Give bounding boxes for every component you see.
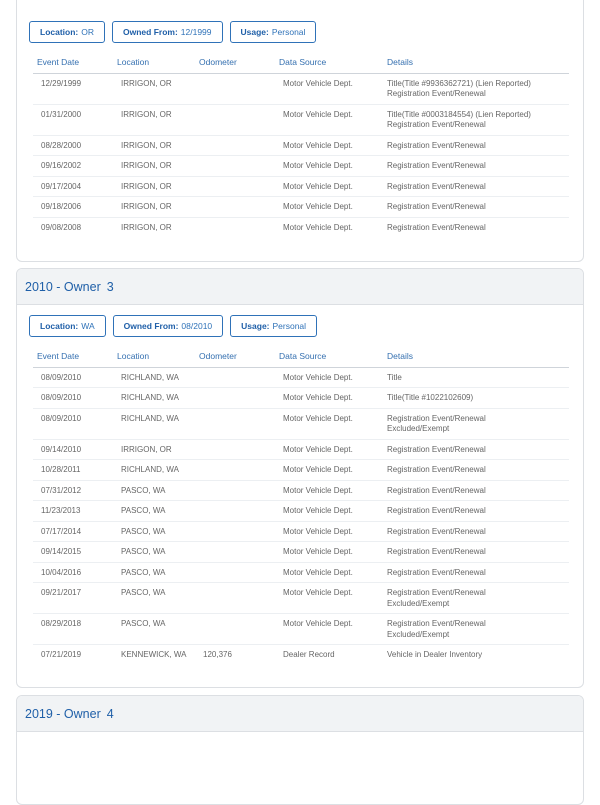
location-cell: RICHLAND, WA — [113, 408, 195, 439]
details-line: Registration Event/Renewal — [387, 120, 486, 129]
odometer-cell — [195, 614, 275, 645]
summary-pill — [29, 315, 106, 337]
data-source-cell: Motor Vehicle Dept. — [275, 388, 383, 409]
odometer-cell — [195, 562, 275, 583]
event-date-cell: 08/28/2000 — [33, 135, 113, 156]
event-date-cell: 08/09/2010 — [33, 388, 113, 409]
location-cell: PASCO, WA — [113, 521, 195, 542]
details-cell — [383, 367, 569, 388]
owner-section-2019 — [16, 695, 584, 805]
location-cell: PASCO, WA — [113, 583, 195, 614]
data-source-cell: Dealer Record — [283, 650, 335, 659]
event-date-cell: 10/04/2016 — [33, 562, 113, 583]
details-cell — [383, 104, 569, 135]
event-date-cell: 09/21/2017 — [33, 583, 113, 614]
event-date-cell: 09/17/2004 — [33, 176, 113, 197]
odometer-cell — [195, 135, 275, 156]
event-date-cell: 10/28/2011 — [33, 460, 113, 481]
table-header-row — [33, 345, 569, 367]
table-row — [33, 388, 569, 409]
odometer-cell — [195, 521, 275, 542]
odometer-cell — [195, 583, 275, 614]
details-cell — [383, 460, 569, 481]
location-cell: PASCO, WA — [113, 501, 195, 522]
location-cell: PASCO, WA — [113, 562, 195, 583]
data-source-cell: Motor Vehicle Dept. — [275, 583, 383, 614]
summary-pill — [112, 21, 223, 43]
location-cell: PASCO, WA — [113, 614, 195, 645]
table-row — [33, 73, 569, 104]
odometer-cell — [195, 480, 275, 501]
summary-pill — [29, 21, 105, 43]
event-date-cell: 12/29/1999 — [33, 73, 113, 104]
column-header: Data Source — [275, 345, 383, 367]
odometer-cell — [195, 176, 275, 197]
column-header: Location — [113, 51, 195, 73]
table-row — [33, 542, 569, 563]
details-cell — [383, 135, 569, 156]
details-cell — [383, 645, 569, 665]
table-row — [33, 614, 569, 645]
details-line: Registration Event/Renewal — [387, 444, 486, 454]
column-header: Odometer — [195, 345, 275, 367]
owner-section-oregon — [16, 0, 584, 262]
data-source-cell: Motor Vehicle Dept. — [275, 480, 383, 501]
details-line: Registration Event/Renewal — [387, 181, 486, 191]
details-line: Registration Event/Renewal — [387, 526, 486, 536]
event-date-cell: 08/09/2010 — [33, 367, 113, 388]
location-cell: IRRIGON, OR — [121, 222, 172, 232]
location-cell: IRRIGON, OR — [113, 176, 195, 197]
odometer-cell — [195, 439, 275, 460]
pill-value: OR — [81, 27, 94, 37]
data-source-cell: Motor Vehicle Dept. — [275, 460, 383, 481]
details-line: Registration Event/Renewal — [387, 465, 486, 474]
pill-value: Personal — [271, 27, 306, 37]
owner-header[interactable] — [17, 269, 583, 305]
odometer-cell — [195, 367, 275, 388]
table-row — [33, 367, 569, 388]
table-header-row — [33, 51, 569, 73]
table-row — [33, 197, 569, 218]
owner-title: 2019 - Owner — [25, 706, 101, 721]
column-header: Event Date — [33, 51, 113, 73]
details-line: Registration Event/Renewal — [387, 547, 486, 556]
event-date-cell: 09/08/2008 — [41, 222, 82, 232]
table-row — [33, 460, 569, 481]
data-source-cell: Motor Vehicle Dept. — [275, 156, 383, 177]
details-cell — [383, 521, 569, 542]
location-cell: IRRIGON, OR — [113, 104, 195, 135]
details-cell — [383, 197, 569, 218]
data-source-cell: Motor Vehicle Dept. — [275, 562, 383, 583]
table-row — [33, 521, 569, 542]
location-cell: PASCO, WA — [113, 542, 195, 563]
details-cell — [383, 542, 569, 563]
data-source-cell: Motor Vehicle Dept. — [275, 501, 383, 522]
odometer-cell — [195, 73, 275, 104]
pill-value: WA — [81, 321, 95, 331]
pill-label: Usage: — [240, 27, 269, 37]
data-source-cell: Motor Vehicle Dept. — [275, 73, 383, 104]
odometer-cell — [195, 217, 275, 237]
odometer-cell: 120,376 — [203, 650, 232, 659]
details-line: Registration Event/Renewal — [387, 89, 486, 98]
details-line: Title(Title #1022102609) — [387, 393, 474, 402]
details-cell — [383, 562, 569, 583]
details-cell — [383, 73, 569, 104]
odometer-cell — [195, 104, 275, 135]
pill-label: Location: — [40, 27, 79, 37]
details-cell — [383, 480, 569, 501]
data-source-cell: Motor Vehicle Dept. — [283, 222, 353, 232]
summary-pill — [230, 315, 317, 337]
details-line: Registration Event/Renewal — [387, 413, 486, 423]
table-row — [33, 217, 569, 237]
event-date-cell: 09/14/2010 — [33, 439, 113, 460]
details-line: Title(Title #9936362721) (Lien Reported) — [387, 78, 531, 88]
event-date-cell: 07/17/2014 — [33, 521, 113, 542]
details-cell — [383, 217, 569, 237]
details-line: Registration Event/Renewal — [387, 222, 486, 232]
details-cell — [383, 501, 569, 522]
pill-label: Owned From: — [123, 27, 178, 37]
data-source-cell: Motor Vehicle Dept. — [275, 197, 383, 218]
event-date-cell: 01/31/2000 — [33, 104, 113, 135]
pill-value: Personal — [272, 321, 307, 331]
table-row — [33, 501, 569, 522]
location-cell: RICHLAND, WA — [113, 460, 195, 481]
table-row — [33, 583, 569, 614]
history-table — [33, 345, 569, 665]
details-line: Registration Event/Renewal — [387, 202, 486, 211]
location-cell: IRRIGON, OR — [113, 156, 195, 177]
data-source-cell: Motor Vehicle Dept. — [275, 176, 383, 197]
pill-label: Usage: — [241, 321, 270, 331]
table-row — [33, 135, 569, 156]
location-cell: IRRIGON, OR — [113, 439, 195, 460]
column-header: Event Date — [33, 345, 113, 367]
details-cell — [383, 156, 569, 177]
table-row — [33, 439, 569, 460]
location-cell: PASCO, WA — [113, 480, 195, 501]
odometer-cell — [195, 156, 275, 177]
details-line: Registration Event/Renewal — [387, 140, 486, 150]
table-row — [33, 645, 569, 665]
owner-number: 3 — [106, 279, 114, 294]
event-date-cell: 09/14/2015 — [33, 542, 113, 563]
pill-label: Location: — [40, 321, 79, 331]
odometer-cell — [195, 460, 275, 481]
details-cell — [383, 614, 569, 645]
owner-number: 4 — [106, 706, 114, 721]
location-cell: RICHLAND, WA — [113, 367, 195, 388]
odometer-cell — [195, 408, 275, 439]
data-source-cell: Motor Vehicle Dept. — [275, 439, 383, 460]
owner-title: 2010 - Owner — [25, 279, 101, 294]
data-source-cell: Motor Vehicle Dept. — [275, 135, 383, 156]
details-line: Title — [387, 372, 402, 382]
details-line: Excluded/Exempt — [387, 598, 450, 608]
odometer-cell — [195, 197, 275, 218]
data-source-cell: Motor Vehicle Dept. — [275, 408, 383, 439]
details-line: Registration Event/Renewal — [387, 619, 486, 628]
details-line: Registration Event/Renewal — [387, 485, 486, 495]
event-date-cell: 09/16/2002 — [33, 156, 113, 177]
details-line: Registration Event/Renewal — [387, 567, 486, 577]
data-source-cell: Motor Vehicle Dept. — [275, 542, 383, 563]
data-source-cell: Motor Vehicle Dept. — [275, 104, 383, 135]
details-cell — [383, 439, 569, 460]
table-row — [33, 408, 569, 439]
details-cell — [383, 408, 569, 439]
details-line: Title(Title #0003184554) (Lien Reported) — [387, 109, 531, 119]
details-line: Registration Event/Renewal — [387, 506, 486, 515]
owner-header[interactable] — [17, 696, 583, 732]
event-date-cell: 07/31/2012 — [33, 480, 113, 501]
data-source-cell: Motor Vehicle Dept. — [275, 521, 383, 542]
table-row — [33, 562, 569, 583]
data-source-cell: Motor Vehicle Dept. — [275, 367, 383, 388]
location-cell: IRRIGON, OR — [113, 197, 195, 218]
owner-summary-pills — [17, 21, 583, 43]
column-header: Data Source — [275, 51, 383, 73]
details-line: Excluded/Exempt — [387, 629, 450, 639]
table-row — [33, 156, 569, 177]
owner-summary-pills — [17, 315, 583, 337]
summary-pill — [230, 21, 317, 43]
details-cell — [383, 176, 569, 197]
column-header: Details — [383, 51, 569, 73]
details-line: Registration Event/Renewal — [387, 161, 486, 170]
location-cell: KENNEWICK, WA — [121, 650, 187, 659]
details-line: Registration Event/Renewal — [387, 588, 486, 597]
pill-label: Owned From: — [123, 321, 179, 331]
history-table — [33, 51, 569, 237]
data-source-cell: Motor Vehicle Dept. — [275, 614, 383, 645]
location-cell: IRRIGON, OR — [113, 73, 195, 104]
details-cell — [383, 388, 569, 409]
details-line: Excluded/Exempt — [387, 424, 450, 433]
summary-pill — [113, 315, 224, 337]
event-date-cell: 08/29/2018 — [33, 614, 113, 645]
details-cell — [383, 583, 569, 614]
odometer-cell — [195, 501, 275, 522]
owner-section-2010 — [16, 268, 584, 688]
table-row — [33, 176, 569, 197]
column-header: Details — [383, 345, 569, 367]
odometer-cell — [195, 388, 275, 409]
details-line: Vehicle in Dealer Inventory — [387, 650, 483, 659]
table-row — [33, 480, 569, 501]
column-header: Odometer — [195, 51, 275, 73]
location-cell: RICHLAND, WA — [113, 388, 195, 409]
column-header: Location — [113, 345, 195, 367]
location-cell: IRRIGON, OR — [113, 135, 195, 156]
event-date-cell: 11/23/2013 — [33, 501, 113, 522]
event-date-cell: 09/18/2006 — [33, 197, 113, 218]
table-row — [33, 104, 569, 135]
pill-value: 08/2010 — [181, 321, 213, 331]
pill-value: 12/1999 — [180, 27, 212, 37]
odometer-cell — [195, 542, 275, 563]
event-date-cell: 07/21/2019 — [41, 650, 82, 659]
event-date-cell: 08/09/2010 — [33, 408, 113, 439]
